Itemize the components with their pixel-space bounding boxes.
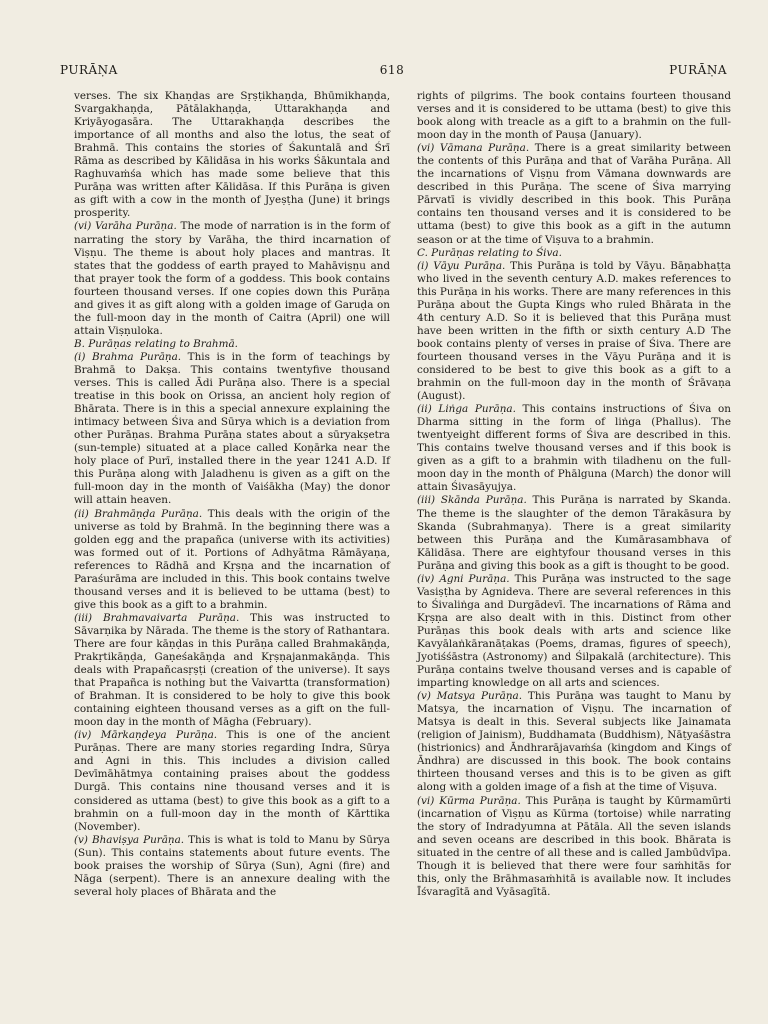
paragraph-text: This Purāṇa was instructed to the sage Vasiṣṭha by Agnideva. There are several references in this to Śivaliṅga and Durgādevī. The incarnations of Rāma and Kṛṣṇa are also dealt with in this. Distinct from other Purāṇas this book deals with arts and science like Kavyālaṅkāranāṭakas (Poems, dramas, figures of speech), Jyotiśśāstra (Astronomy) and Śilpakalā (architecture). This Purāṇa contains twelve thousand verses and is capable of imparting knowledge on all arts and sciences. [417,572,731,690]
paragraph [74,90,390,220]
paragraph-text: The mode of narration is in the form of narrating the story by Varāha, the third incarnation of Viṣṇu. The theme is about holy places and mantras. It states that the goddess of earth prayed to Mahāviṣṇu and that prayer took the form of a goddess. This book contains fourteen thousand verses. If one copies down this Purāṇa and gives it as gift along with a golden image of Garuḍa on the full-moon day in the month of Caitra (April) one will attain Viṣṇuloka. [74,220,390,337]
paragraph-text: verses. The six Khaṇḍas are Sṛṣṭikhaṇḍa, Bhūmikhaṇḍa, Svargakhaṇḍa, Pātālakhaṇḍa, Uttarakhaṇḍa and Kriyāyogasāra. The Uttarakhaṇḍa describes the importance of all months and also the lotus, the seat of Brahmā. This contains the stories of Śakuntalā and Śrī Rāma as described by Kālidāsa in his works Śākuntala and Raghuvaṁśa which has made some believe that this Purāṇa was written after Kālidāsa. If this Purāṇa is given as gift with a cow in the month of Jyeṣṭha (June) it brings prosperity. [74,90,390,220]
paragraph-text: This contains instructions of Śiva on Dharma sitting in the form of liṅga (Phallus). The twentyeight different forms of Śiva are described in this. This contains twelve thousand verses and if this book is given as a gift to a brahmin with tiladhenu on the full-moon day in the month of Phālguna (March) the donor will attain Śivasāyujya. [417,403,731,494]
paragraph-text: This Purāṇa is told by Vāyu. Bāṇabhaṭṭa who lived in the seventh century A.D. makes references to this Purāṇa in his works. There are many references in this Purāṇa about the Gupta Kings who ruled Bhārata in the 4th century A.D. So it is believed that this Purāṇa must have been written in the fifth or sixth century A.D The book contains plenty of verses in praise of Śiva. There are fourteen thousand verses in the Vāyu Purāṇa and it is considered to be best to give this book as a gift to a brahmin on the full-moon day in the month of Śrāvaṇa (August). [417,259,731,403]
paragraph-title: (vi) Vāmana Purāṇa. [417,142,530,155]
paragraph-title: (i) Vāyu Purāṇa. [417,259,506,272]
paragraph-title: (ii) Brahmāṇḍa Purāṇa. [74,507,203,520]
paragraph [417,795,731,899]
paragraph [74,508,390,612]
paragraph-title: (vi) Kūrma Purāṇa. [417,794,521,807]
paragraph [74,729,390,833]
paragraph-title: (iii) Skānda Purāṇa. [417,494,527,507]
paragraph [417,573,731,690]
paragraph-text: There is a great similarity between the contents of this Purāṇa and that of Varāha Purāṇa. All the incarnations of Viṣṇu from Vāmana downwards are described in this Purāṇa. The scene of Śiva marrying Pārvatī is vividly described in this book. This Purāṇa contains ten thousand verses and it is considered to be uttama (best) to give this book as a gift in the autumn season or at the time of Viṣuva to a brahmin. [417,142,731,246]
paragraph-text: This was instructed to Sāvarṇika by Nārada. The theme is the story of Rathantara. There are four kāṇḍas in this Purāṇa called Brahmakāṇḍa, Prakṛtikāṇḍa, Gaṇeśakāṇḍa and Kṛṣṇajanmakāṇḍa. This deals with Prapañcasṛṣṭi (creation of the universe). It says that Prapañca is nothing but the Vaivartta (transformation) of Brahman. It is considered to be holy to give this book containing eighteen thousand verses as a gift on the full-moon day in the month of Māgha (February). [74,611,391,729]
paragraph-text: rights of pilgrims. The book contains fourteen thousand verses and it is considered to be uttama (best) to give this book along with treacle as a gift to a brahmin on the full-moon day in the month of Pauṣa (January). [417,90,731,142]
paragraph-text: This Purāṇa is taught by Kūrmamūrti (incarnation of Viṣṇu as Kūrma (tortoise) while narrating the story of Indradyumna at Pātāla. All the seven islands and seven oceans are described in this book. Bhārata is situated in the centre of all these and is called Jambūdvīpa. Though it is believed that there were four saṁhitās for this, only the Brāhmasaṁhitā is available now. It includes Īśvaragītā and Vyāsagītā. [417,794,731,898]
paragraph [417,690,731,794]
paragraph-text: This Purāṇa is narrated by Skanda. The theme is the slaughter of the demon Tārakāsura by Skanda (Subrahmaṇya). There is a great similarity between this Purāṇa and the Kumārasambhava of Kālidāsa. There are eightyfour thousand verses in this Purāṇa and giving this book as a gift is thought to be good. [417,494,731,572]
paragraph-title: (vi) Varāha Purāṇa. [74,220,177,233]
paragraph [417,142,731,246]
paragraph [417,403,731,494]
section-heading: B. Purāṇas relating to Brahmā. [74,337,238,350]
paragraph-title: (i) Brahma Purāṇa. [74,350,182,363]
page-number: 618 [379,63,405,77]
paragraph-text: This Purāṇa was taught to Manu by Matsya, the incarnation of Viṣṇu. The incarnation of Matsya is dealt in this. Several subjects like Jainamata (religion of Jainism), Buddhamata (Buddhism), Nāṭyaśāstra (histrionics) and Āndhrarājavaṁśa (kingdom and Kings of Āndhra) are discussed in this book. The book contains thirteen thousand verses and this is to be given as gift along with a golden image of a fish at the time of Viṣuva. [417,690,731,794]
paragraph [74,834,390,899]
paragraph-title: (iv) Mārkaṇḍeya Purāṇa. [74,729,218,742]
paragraph-title: (iii) Brahmavaivarta Purāṇa. [74,611,240,624]
paragraph [74,612,390,729]
paragraph [417,260,731,404]
paragraph-title: (iv) Agni Purāṇa. [417,572,510,585]
paragraph-title: (v) Bhaviṣya Purāṇa. [74,833,185,846]
header-left-title: PURĀṆA [60,63,118,77]
paragraph-text: This is what is told to Manu by Sūrya (Sun). This contains statements about future events. The book praises the worship of Sūrya (Sun), Agni (fire) and Nāga (serpent). There is an annexure dealing with the several holy places of Bhārata and the [74,833,390,898]
paragraph-text: This is one of the ancient Purāṇas. There are many stories regarding Indra, Sūrya and Agni in this. This includes a division called Devīmāhātmya containing praises about the goddess Durgā. This contains nine thousand verses and it is considered as uttama (best) to give this book as a gift to a brahmin on a full-moon day in the month of Kārttika (November). [74,729,390,833]
paragraph [417,494,731,572]
paragraph-title: (v) Matsya Purāṇa. [417,690,523,703]
paragraph [74,220,390,337]
right-column [417,90,731,899]
paragraph-text: This is in the form of teachings by Brahmā to Dakṣa. This contains twentyfive thousand verses. This is called Ādi Purāṇa also. There is a special treatise in this book on Orissa, an ancient holy region of Bhārata. There is in this a special annexure explaining the intimacy between Śiva and Sūrya which is a deviation from other Purāṇas. Brahma Purāṇa states about a sūryakṣetra (sun-temple) situated at a place called Koṇārka near the holy place of Purī, installed there in the year 1241 A.D. If this Purāṇa along with Jaladhenu is given as a gift on the full-moon day in the month of Vaiśākha (May) the donor will attain heaven. [74,350,390,507]
left-column [74,90,390,899]
section-heading: C. Purāṇas relating to Śiva. [417,246,562,259]
paragraph [74,351,390,508]
paragraph [417,90,731,142]
paragraph-text: This deals with the origin of the universe as told by Brahmā. In the beginning there was a golden egg and the prapañca (universe with its activities) was formed out of it. Portions of Adhyātma Rāmāyaṇa, references to Rādhā and Kṛṣṇa and the incarnation of Paraśurāma are included in this. This book contains twelve thousand verses and it is believed to be uttama (best) to give this book as a gift to a brahmin. [74,507,390,611]
running-header [0,63,768,79]
header-right-title: PURĀṆA [669,63,727,77]
paragraph-title: (ii) Liṅga Purāṇa. [417,403,516,416]
